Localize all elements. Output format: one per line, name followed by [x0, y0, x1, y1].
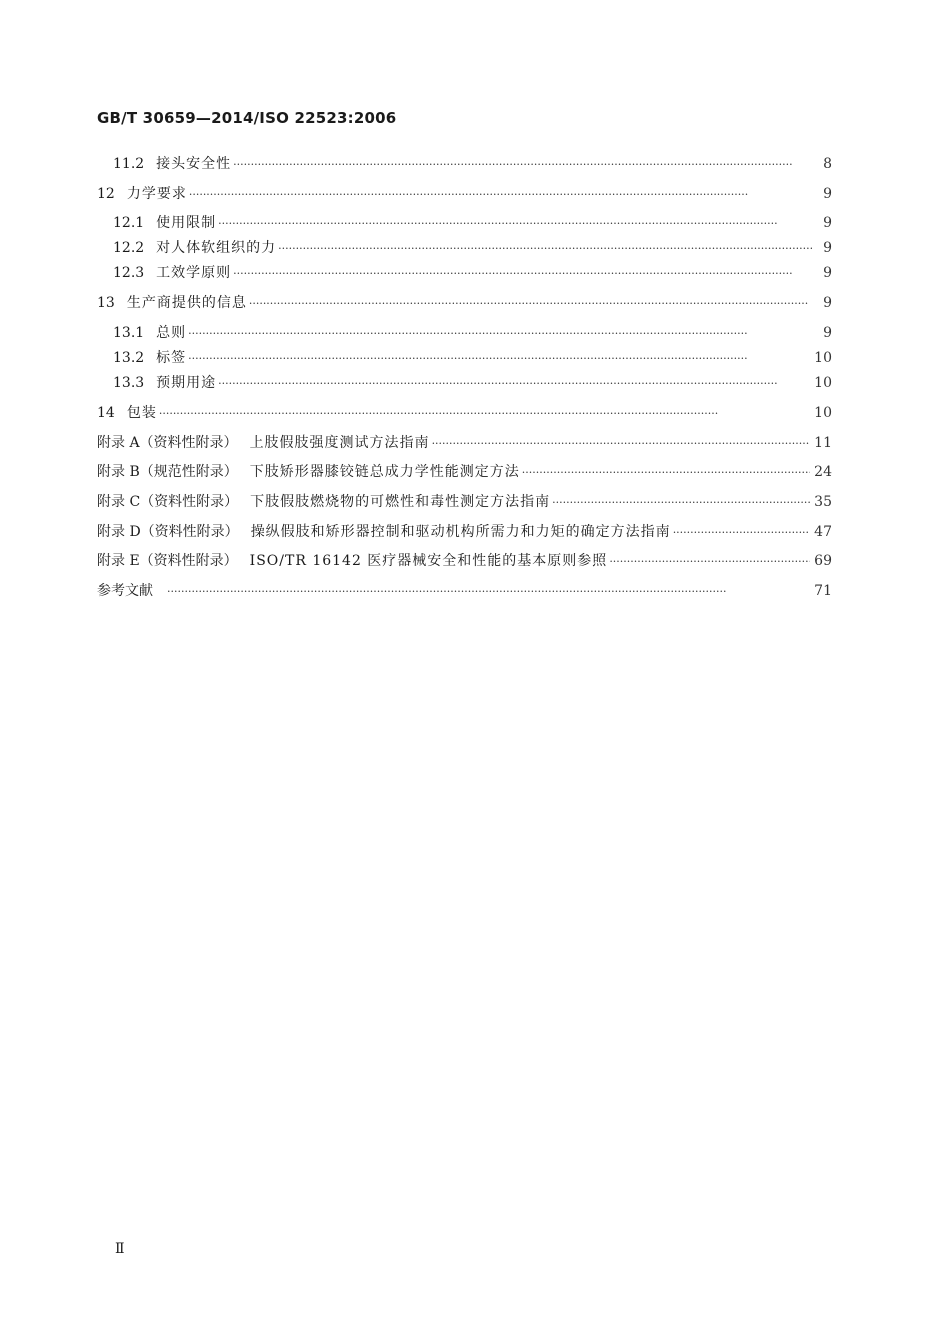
toc-entry-number: 13	[97, 295, 115, 311]
toc-entry[interactable]	[97, 323, 832, 343]
toc-entry-page: 69	[814, 553, 832, 569]
toc-dot-leader	[233, 155, 812, 175]
toc-entry-number: 附录 D（资料性附录）	[97, 524, 239, 540]
toc-entry-page: 9	[823, 325, 832, 341]
toc-entry-title: 下肢矫形器膝铰链总成力学性能测定方法	[249, 464, 520, 480]
toc-entry[interactable]	[97, 263, 832, 283]
toc-dot-leader	[218, 214, 812, 234]
toc-entry[interactable]	[97, 184, 832, 204]
toc-entry-page: 9	[823, 265, 832, 281]
toc-entry[interactable]	[97, 522, 832, 542]
toc-entry-page: 11	[814, 435, 832, 451]
toc-entry-page: 35	[814, 494, 832, 510]
toc-entry[interactable]	[97, 581, 832, 601]
toc-entry-title: 生产商提供的信息	[126, 295, 247, 311]
toc-entry-title: 接头安全性	[156, 156, 232, 172]
toc-entry-number: 参考文献	[97, 583, 153, 599]
toc-entry-title: 对人体软组织的力	[156, 240, 277, 256]
toc-dot-leader	[188, 324, 812, 344]
toc-entry-page: 8	[823, 156, 832, 172]
toc-entry-title: 工效学原则	[156, 265, 232, 281]
toc-dot-leader	[552, 493, 810, 513]
toc-entry-page: 9	[823, 295, 832, 311]
toc-entry-title: 上肢假肢强度测试方法指南	[249, 435, 430, 451]
toc-entry-page: 24	[814, 464, 832, 480]
toc-dot-leader	[167, 582, 810, 602]
toc-entry-page: 71	[814, 583, 832, 599]
toc-entry-number: 11.2	[113, 156, 145, 172]
toc-entry-page: 9	[823, 240, 832, 256]
toc-dot-leader	[249, 294, 812, 314]
toc-entry-title: 预期用途	[156, 375, 217, 391]
toc-entry[interactable]	[97, 492, 832, 512]
toc-entry-title: ISO/TR 16142 医疗器械安全和性能的基本原则参照	[249, 553, 608, 569]
toc-dot-leader	[159, 404, 810, 424]
toc-entry-title: 标签	[156, 350, 187, 366]
toc-entry[interactable]	[97, 293, 832, 313]
toc-dot-leader	[609, 552, 810, 572]
toc-dot-leader	[189, 185, 812, 205]
toc-entry-title: 下肢假肢燃烧物的可燃性和毒性测定方法指南	[250, 494, 551, 510]
toc-dot-leader	[673, 523, 810, 543]
toc-entry-number: 13.1	[113, 325, 145, 341]
toc-entry-number: 附录 C（资料性附录）	[97, 494, 239, 510]
toc-entry-page: 47	[814, 524, 832, 540]
toc-entry[interactable]	[97, 551, 832, 571]
toc-entry-number: 12.1	[113, 215, 145, 231]
toc-entry-number: 12.3	[113, 265, 145, 281]
toc-entry-number: 12	[97, 186, 115, 202]
toc-entry-title: 操纵假肢和矫形器控制和驱动机构所需力和力矩的确定方法指南	[250, 524, 671, 540]
toc-entry-number: 附录 E（资料性附录）	[97, 553, 238, 569]
toc-dot-leader	[522, 463, 810, 483]
toc-entry[interactable]	[97, 373, 832, 393]
toc-entry-number: 13.2	[113, 350, 145, 366]
toc-dot-leader	[218, 374, 810, 394]
toc-entry-title: 包装	[126, 405, 157, 421]
toc-entry-page: 9	[823, 186, 832, 202]
toc-entry[interactable]	[97, 403, 832, 423]
toc-entry-number: 12.2	[113, 240, 145, 256]
toc-entry-page: 10	[814, 375, 832, 391]
toc-entry[interactable]	[97, 213, 832, 233]
toc-entry-page: 10	[814, 405, 832, 421]
toc-entry[interactable]	[97, 154, 832, 174]
toc-entry-title: 总则	[156, 325, 187, 341]
toc-entry-number: 附录 A（资料性附录）	[97, 435, 238, 451]
toc-entry[interactable]	[97, 348, 832, 368]
toc-entry-number: 13.3	[113, 375, 145, 391]
toc-entry[interactable]	[97, 238, 832, 258]
standard-code-header: GB/T 30659—2014/ISO 22523:2006	[97, 109, 397, 127]
toc-entry[interactable]	[97, 462, 832, 482]
toc-entry-number: 附录 B（规范性附录）	[97, 464, 238, 480]
toc-dot-leader	[278, 239, 812, 259]
toc-entry-number: 14	[97, 405, 115, 421]
toc-entry-title: 使用限制	[156, 215, 217, 231]
toc-entry-title: 力学要求	[126, 186, 187, 202]
toc-dot-leader	[432, 434, 811, 454]
page-number: Ⅱ	[115, 1241, 125, 1257]
toc-entry[interactable]	[97, 433, 832, 453]
toc-dot-leader	[233, 264, 812, 284]
toc-dot-leader	[188, 349, 810, 369]
toc-entry-page: 9	[823, 215, 832, 231]
toc-entry-page: 10	[814, 350, 832, 366]
